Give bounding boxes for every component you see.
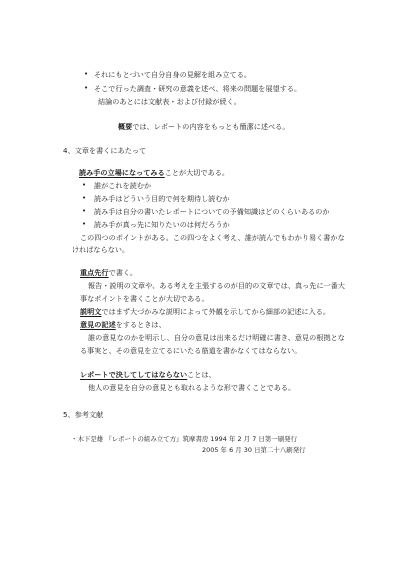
section-4-heading: 4、文章を書くにあたって (63, 146, 147, 155)
bullet-dot: • (82, 181, 87, 189)
reader-bullet-4: 読み手が真っ先に知りたいのは何だろうか (94, 220, 230, 229)
reader-bullet-2: 読み手はどういう目的で何を期待し読むか (94, 194, 230, 203)
priority-rest: で書く。 (108, 268, 138, 277)
explain-rest: ではまず大づかみな説明によって外観を示してから細部の記述に入る。 (101, 307, 331, 316)
summary-line (118, 122, 289, 131)
section-5-heading: 5、参考文献 (63, 410, 104, 419)
never-term: レポートで決してしてはならない (80, 370, 188, 379)
bullet-dot: • (84, 70, 89, 78)
bullet-dot: • (84, 84, 89, 92)
reference-line-2: 2005 年 6 月 30 日第二十八刷発行 (202, 446, 306, 454)
priority-body-1: 報告・説明の文章や、ある考えを主張するのが目的の文章では、真っ先に一番大 (88, 281, 346, 290)
intro-bullet-2: そこで行った調査・研究の意義を述べ、将来の問題を展望する。 (94, 84, 302, 93)
reader-bullet-3: 読み手は自分の書いたレポートについての予備知識はどのくらいあるのか (94, 207, 330, 216)
opinion-line (80, 320, 166, 329)
bullet-dot: • (82, 194, 87, 202)
opinion-body-1: 誰の意見なのかを明示し、自分の意見は出来るだけ明確に書き、意見の根拠とな (88, 333, 345, 342)
explain-line (80, 307, 330, 316)
opinion-body-2: る事実と、その意見を立てるにいたる筋道を書かなくてはならない。 (80, 346, 302, 355)
reference-line-1: ・木下是雄 『レポートの組み立て方』筑摩書房 1994 年 2 月 7 日第一刷発行 (71, 435, 298, 443)
reader-term: 読み手の立場になってみる (79, 168, 165, 177)
explain-term: 説明文 (80, 307, 102, 316)
summary-term: 概要 (118, 122, 133, 131)
never-rest: ことは、 (187, 370, 216, 379)
priority-body-2: 事なポイントを書くことが大切である。 (80, 294, 209, 303)
intro-bullet-1: それにもとづいて自分自身の見解を組み立てる。 (94, 70, 252, 79)
bullet-dot: • (82, 220, 87, 228)
points-line-1: この四つのポイントがある。この四つをよく考え、誰が読んでもわかり易く書かな (80, 233, 345, 242)
priority-term: 重点先行 (80, 268, 109, 277)
opinion-term: 意見の記述 (80, 320, 116, 329)
points-line-2: ければならない。 (72, 245, 130, 254)
never-line (80, 370, 216, 379)
opinion-rest: をするときは、 (115, 320, 166, 329)
reader-rest: ことが大切である。 (164, 168, 230, 177)
never-body: 他人の意見を自分の意見とも取れるような形で書くことである。 (88, 383, 296, 392)
bullet-dot: • (82, 207, 87, 215)
reader-line (79, 168, 229, 177)
priority-line (80, 268, 137, 277)
reader-bullet-1: 誰がこれを読むか (94, 181, 152, 190)
intro-continuation: 結論のあとには文献表・および付録が続く。 (98, 97, 241, 106)
summary-rest: では、レポートの内容をもっとも簡潔に述べる。 (132, 122, 290, 131)
